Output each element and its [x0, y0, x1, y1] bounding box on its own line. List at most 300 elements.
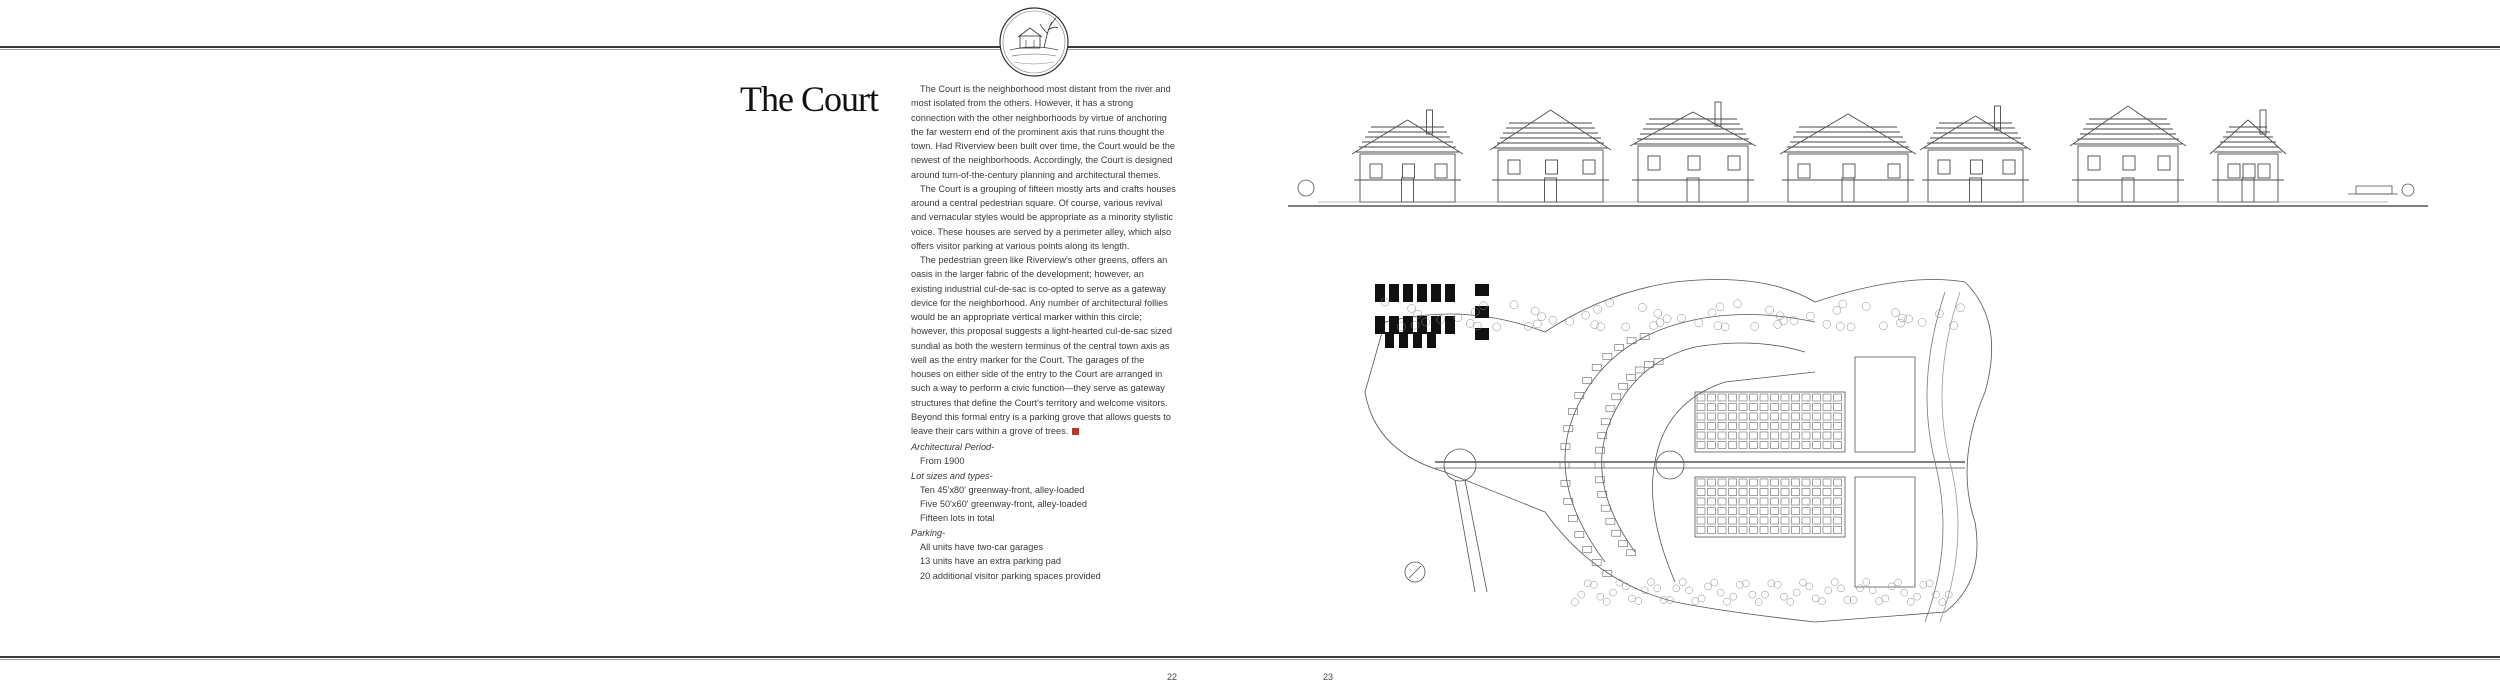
lot: [1596, 447, 1605, 453]
lot: [1792, 432, 1800, 439]
lot: [1823, 432, 1831, 439]
fact-value: Ten 45'x80' greenway-front, alley-loaded: [920, 484, 1085, 495]
lot: [1729, 432, 1737, 439]
lot: [1834, 413, 1842, 420]
building-footprint: [1417, 284, 1427, 302]
tree: [1920, 581, 1927, 588]
tree: [1533, 320, 1541, 328]
tree: [1584, 580, 1591, 587]
tree: [1793, 589, 1800, 596]
building-footprint: [1427, 332, 1436, 348]
lot: [1792, 479, 1800, 486]
lot: [1781, 442, 1789, 449]
paragraph: The Court is the neighborhood most distant from the river and most isolated from the others. However, it has a strong connection with the other neighborhoods by virtue of anchoring the far western end of the prominent axis that runs thought the town. Had Riverview been built over time, the Court would be the newest of the neighborhoods. Accordingly, the Court is designed around turn-of-the-century planning and architectural themes.: [911, 84, 1176, 180]
lot: [1750, 432, 1758, 439]
lot: [1823, 508, 1831, 515]
lot: [1750, 479, 1758, 486]
lot: [1792, 423, 1800, 430]
tree: [1907, 598, 1914, 605]
lot: [1708, 442, 1716, 449]
lot: [1813, 527, 1821, 534]
lot: [1592, 364, 1601, 370]
lot: [1823, 498, 1831, 505]
tree: [1692, 598, 1699, 605]
tree: [1638, 303, 1646, 311]
lot: [1823, 517, 1831, 524]
lot: [1697, 404, 1705, 411]
tree: [1677, 314, 1685, 322]
tree: [1918, 318, 1926, 326]
fact-label: Parking-: [911, 527, 946, 538]
tree: [1774, 320, 1782, 328]
tree: [1956, 304, 1964, 312]
tree: [1787, 598, 1794, 605]
lot: [1771, 423, 1779, 430]
lot: [1771, 508, 1779, 515]
tree: [1882, 595, 1889, 602]
tree: [1836, 322, 1844, 330]
lot: [1729, 423, 1737, 430]
building-footprint: [1403, 284, 1413, 302]
lot: [1760, 508, 1768, 515]
tree: [1594, 305, 1602, 313]
paragraph: The Court is a grouping of fifteen mostly arts and crafts houses around a central pedestrian square. Of course, various revival and vernacular styles would be appropriate as a minority stylistic voice. These houses are served by a perimeter alley, which also offers visitor parking at various points along its length.: [911, 183, 1176, 251]
lot: [1750, 489, 1758, 496]
tree: [1751, 323, 1759, 331]
tree: [1939, 599, 1946, 606]
lot: [1619, 541, 1628, 547]
lot: [1739, 413, 1747, 420]
lot: [1718, 498, 1726, 505]
lot: [1718, 527, 1726, 534]
lot: [1750, 517, 1758, 524]
lot: [1708, 404, 1716, 411]
page-number-right: 23: [1323, 672, 1334, 682]
lot: [1760, 442, 1768, 449]
lot: [1718, 423, 1726, 430]
lot: [1729, 527, 1737, 534]
lot: [1792, 394, 1800, 401]
lot: [1760, 517, 1768, 524]
tree: [1454, 313, 1462, 321]
building-footprint: [1445, 284, 1455, 302]
lot: [1606, 406, 1615, 412]
tree: [1736, 581, 1743, 588]
tree: [1743, 580, 1750, 587]
lot: [1627, 374, 1636, 380]
tree: [1901, 589, 1908, 596]
paragraph-text: The pedestrian green like Riverview's other greens, offers an oasis in the larger fabric of the development; however, an existing industrial cul-de-sac is co-opted to serve as a gateway device for the neighborhood. Any number of architectural follies would be an appropriate vertical marker within this circle; however, this proposal suggests a light-hearted cul-de-sac sized sundial as both the western terminus of the central town axis as well as the entry marker for the Court. The garages of the houses on either side of the entry to the Court are arranged in such a way to perform a civic function—they serve as gateway structures that define the Court's territory and welcome visitors. Beyond this formal entry is a parking grove that allows guests to leave their cars within a grove of trees.: [911, 255, 1172, 436]
lot: [1792, 517, 1800, 524]
lot: [1834, 527, 1842, 534]
lot: [1697, 442, 1705, 449]
lot: [1792, 413, 1800, 420]
lot: [1802, 517, 1810, 524]
lot: [1718, 479, 1726, 486]
lot: [1729, 394, 1737, 401]
lot: [1792, 508, 1800, 515]
fact-value: 13 units have an extra parking pad: [920, 556, 1061, 567]
lot: [1750, 404, 1758, 411]
lot: [1697, 489, 1705, 496]
lot: [1718, 489, 1726, 496]
lot: [1792, 442, 1800, 449]
lot: [1781, 489, 1789, 496]
lot: [1802, 479, 1810, 486]
lot: [1771, 479, 1779, 486]
lot: [1750, 508, 1758, 515]
lot: [1760, 498, 1768, 505]
tree: [1869, 587, 1876, 594]
tree: [1774, 581, 1781, 588]
lot: [1781, 479, 1789, 486]
tree: [1926, 580, 1933, 587]
lot: [1739, 394, 1747, 401]
lot: [1718, 413, 1726, 420]
lot: [1834, 479, 1842, 486]
tree: [1582, 311, 1590, 319]
lot: [1603, 353, 1612, 359]
tree: [1578, 591, 1585, 598]
lot: [1760, 479, 1768, 486]
lot: [1718, 442, 1726, 449]
lot: [1612, 394, 1621, 400]
tree: [1606, 299, 1614, 307]
house-elevation: [2070, 106, 2186, 202]
lot: [1813, 442, 1821, 449]
lot: [1813, 517, 1821, 524]
tree: [1695, 319, 1703, 327]
lot: [1718, 517, 1726, 524]
lot: [1760, 394, 1768, 401]
lot: [1708, 432, 1716, 439]
fact-value: All units have two-car garages: [920, 542, 1044, 553]
tree: [1679, 579, 1686, 586]
lot: [1802, 413, 1810, 420]
lot: [1697, 423, 1705, 430]
lot: [1708, 508, 1716, 515]
lot: [1802, 442, 1810, 449]
facts-list: [911, 440, 1171, 583]
site-plan-drawing: [1345, 262, 2025, 624]
tree: [1724, 598, 1731, 605]
lot: [1781, 498, 1789, 505]
tree: [1716, 303, 1724, 311]
tree: [1686, 587, 1693, 594]
lot: [1739, 432, 1747, 439]
tree: [1591, 321, 1599, 329]
lot: [1583, 378, 1592, 384]
lot: [1823, 413, 1831, 420]
tree: [1800, 579, 1807, 586]
lot: [1771, 527, 1779, 534]
tree: [1531, 307, 1539, 315]
lot: [1771, 489, 1779, 496]
top-rule-thin: [0, 49, 2500, 50]
lot: [1771, 432, 1779, 439]
tree: [1897, 319, 1905, 327]
lot: [1781, 404, 1789, 411]
tree: [1895, 579, 1902, 586]
lot: [1729, 479, 1737, 486]
streetscape-elevation-drawing: [1288, 84, 2428, 212]
lot: [1834, 498, 1842, 505]
lot: [1708, 517, 1716, 524]
building-footprint: [1389, 316, 1399, 334]
lot: [1813, 404, 1821, 411]
lot: [1739, 442, 1747, 449]
lot: [1781, 413, 1789, 420]
lot: [1771, 404, 1779, 411]
page-number-left: 22: [1167, 672, 1178, 682]
lot: [1823, 479, 1831, 486]
lot: [1708, 489, 1716, 496]
tree: [1838, 585, 1845, 592]
building-footprint: [1417, 316, 1427, 334]
lot: [1739, 489, 1747, 496]
tree: [1806, 583, 1813, 590]
lot: [1834, 489, 1842, 496]
lot: [1834, 423, 1842, 430]
fact-value: 20 additional visitor parking spaces provided: [920, 570, 1101, 581]
tree: [1833, 306, 1841, 314]
lot: [1697, 479, 1705, 486]
lot: [1729, 508, 1737, 515]
lot: [1802, 423, 1810, 430]
tree: [1635, 598, 1642, 605]
fact-label: Lot sizes and types-: [911, 470, 993, 481]
tree: [1781, 593, 1788, 600]
lot: [1823, 442, 1831, 449]
lot: [1583, 546, 1592, 552]
riverview-emblem-logo: [998, 6, 1070, 78]
lot: [1802, 404, 1810, 411]
lot: [1739, 423, 1747, 430]
lot: [1697, 432, 1705, 439]
body-text: [911, 82, 1176, 438]
lot: [1575, 532, 1584, 538]
tree: [1610, 589, 1617, 596]
tree: [1825, 587, 1832, 594]
tree: [1510, 301, 1518, 309]
lot: [1750, 498, 1758, 505]
building-footprint: [1389, 284, 1399, 302]
tree: [1673, 585, 1680, 592]
tree: [1717, 589, 1724, 596]
tree: [1844, 596, 1851, 603]
lot: [1750, 394, 1758, 401]
lot: [1729, 498, 1737, 505]
lot: [1729, 404, 1737, 411]
lot: [1560, 462, 1569, 468]
building-footprint: [1413, 332, 1422, 348]
lot: [1595, 462, 1604, 468]
lot: [1739, 517, 1747, 524]
tree: [1721, 323, 1729, 331]
tree: [1806, 312, 1814, 320]
tree: [1823, 320, 1831, 328]
tree: [1730, 593, 1737, 600]
bottom-rule-thin: [0, 659, 2500, 660]
tree: [1914, 593, 1921, 600]
tree: [1734, 300, 1742, 308]
lot: [1802, 394, 1810, 401]
lot: [1760, 489, 1768, 496]
tree: [1603, 598, 1610, 605]
tree: [1857, 585, 1864, 592]
lot: [1771, 442, 1779, 449]
lot: [1708, 394, 1716, 401]
tree: [1863, 579, 1870, 586]
lot: [1708, 498, 1716, 505]
tree: [1705, 583, 1712, 590]
lot: [1834, 442, 1842, 449]
lot: [1781, 394, 1789, 401]
tree: [1656, 319, 1664, 327]
tree: [1839, 300, 1847, 308]
tree: [1850, 596, 1857, 603]
lot: [1823, 527, 1831, 534]
lot: [1781, 517, 1789, 524]
lot: [1760, 423, 1768, 430]
tree: [1591, 581, 1598, 588]
lot: [1823, 404, 1831, 411]
bottom-rule: [0, 656, 2500, 658]
lot: [1813, 413, 1821, 420]
lot: [1708, 479, 1716, 486]
tree: [1622, 323, 1630, 331]
tree: [1566, 317, 1574, 325]
lot: [1568, 515, 1577, 521]
lot: [1718, 432, 1726, 439]
building-footprint: [1375, 316, 1385, 334]
tree: [1572, 599, 1579, 606]
lot: [1834, 432, 1842, 439]
lot: [1781, 527, 1789, 534]
tree: [1749, 591, 1756, 598]
lot: [1813, 498, 1821, 505]
lot: [1697, 527, 1705, 534]
house-elevation: [1920, 106, 2031, 202]
tree: [1641, 587, 1648, 594]
lot: [1612, 530, 1621, 536]
lot: [1697, 498, 1705, 505]
tree: [1876, 598, 1883, 605]
tree: [1629, 595, 1636, 602]
lot: [1802, 489, 1810, 496]
tree: [1622, 583, 1629, 590]
tree: [1466, 319, 1474, 327]
lot: [1834, 404, 1842, 411]
end-mark-icon: [1072, 428, 1079, 435]
lot: [1635, 367, 1644, 373]
lot: [1771, 413, 1779, 420]
lot: [1603, 571, 1612, 577]
fact-value: Fifteen lots in total: [920, 513, 995, 524]
house-elevation: [1490, 110, 1611, 202]
lot: [1781, 432, 1789, 439]
lot: [1834, 517, 1842, 524]
lot: [1781, 423, 1789, 430]
lot: [1750, 413, 1758, 420]
lot: [1771, 517, 1779, 524]
lot: [1750, 527, 1758, 534]
tree: [1549, 316, 1557, 324]
house-elevation: [1352, 110, 1463, 202]
tree: [1708, 309, 1716, 317]
fact-value: Five 50'x60' greenway-front, alley-loaded: [920, 499, 1087, 510]
paragraph: [911, 253, 1176, 438]
lot: [1792, 404, 1800, 411]
lot: [1802, 432, 1810, 439]
lot: [1708, 413, 1716, 420]
lot: [1823, 423, 1831, 430]
tree: [1755, 599, 1762, 606]
lot: [1697, 413, 1705, 420]
tree: [1538, 313, 1546, 321]
lot: [1771, 498, 1779, 505]
lot: [1601, 505, 1610, 511]
lot: [1615, 344, 1624, 350]
tree: [1892, 309, 1900, 317]
top-rule: [0, 46, 2500, 48]
lot: [1708, 527, 1716, 534]
lot: [1813, 394, 1821, 401]
lot: [1627, 338, 1636, 344]
lot: [1813, 432, 1821, 439]
tree: [1766, 306, 1774, 314]
lot: [1813, 489, 1821, 496]
lot: [1697, 508, 1705, 515]
lot: [1792, 489, 1800, 496]
tree: [1847, 323, 1855, 331]
tree: [1905, 315, 1913, 323]
tree: [1663, 315, 1671, 323]
lot: [1708, 423, 1716, 430]
lot: [1619, 383, 1628, 389]
lot: [1606, 518, 1615, 524]
lot: [1760, 432, 1768, 439]
lot: [1823, 394, 1831, 401]
lot: [1813, 508, 1821, 515]
lot: [1760, 527, 1768, 534]
fact-value: From 1900: [920, 456, 965, 467]
lot: [1729, 489, 1737, 496]
tree: [1493, 323, 1501, 331]
building-footprint: [1475, 284, 1489, 296]
lot: [1739, 508, 1747, 515]
lot: [1792, 527, 1800, 534]
tree: [1862, 302, 1870, 310]
lot: [1729, 517, 1737, 524]
lot: [1802, 527, 1810, 534]
lot: [1561, 480, 1570, 486]
lot: [1718, 508, 1726, 515]
lot: [1802, 508, 1810, 515]
lot: [1718, 394, 1726, 401]
lot: [1760, 404, 1768, 411]
tree: [1597, 323, 1605, 331]
lot: [1739, 498, 1747, 505]
lot: [1760, 413, 1768, 420]
lot: [1697, 394, 1705, 401]
lot: [1771, 394, 1779, 401]
lot: [1739, 404, 1747, 411]
tree: [1654, 309, 1662, 317]
lot: [1654, 358, 1663, 364]
house-elevation: [1630, 102, 1756, 202]
tree: [1879, 322, 1887, 330]
